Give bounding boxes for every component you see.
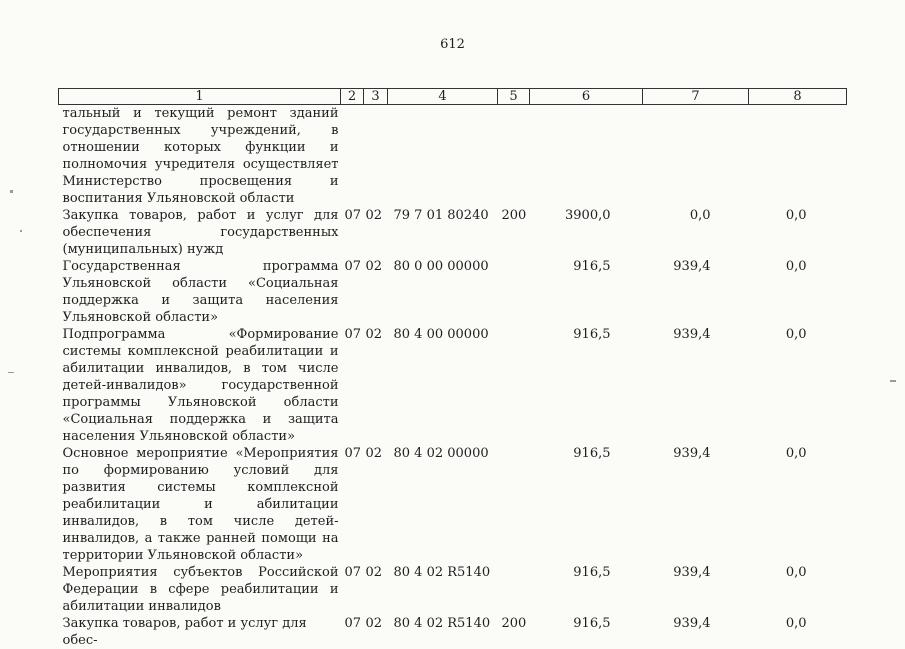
row-subsection: 02 [364,615,388,649]
header-col-4: 4 [388,89,498,105]
row-target-article: 80 4 02 00000 [388,445,498,564]
table-row [59,326,847,445]
row-name: Мероприятия субъектов Российской Федерации в сфере реабилитации и абилитации инвалидов [59,564,341,615]
table-row [59,105,847,208]
row-value-3: 0,0 [749,564,847,615]
row-value-3: 0,0 [749,207,847,258]
row-section: 07 [341,564,364,615]
row-target-article: 80 0 00 00000 [388,258,498,326]
row-expense-type: 200 [498,207,530,258]
row-value-2: 939,4 [643,564,749,615]
header-col-8: 8 [749,89,847,105]
row-value-2 [643,105,749,208]
row-section [341,105,364,208]
row-value-3: 0,0 [749,258,847,326]
row-name: Закупка товаров, работ и услуг для обеспечения государственных (муниципальных) нужд [59,207,341,258]
row-value-1: 916,5 [530,326,643,445]
scan-mark [20,230,22,232]
row-value-3: 0,0 [749,615,847,649]
row-value-3: 0,0 [749,445,847,564]
header-col-6: 6 [530,89,643,105]
row-value-1: 916,5 [530,258,643,326]
row-subsection: 02 [364,258,388,326]
row-section: 07 [341,326,364,445]
row-name: Основное мероприятие «Мероприятия по формированию условий для развития системы комплексной реабилитации и абилитации инвалидов, в том числе детей-инвалидов, а также ранней помощи на территории Ульяновской области» [59,445,341,564]
header-row [59,89,847,105]
row-subsection: 02 [364,564,388,615]
row-subsection: 02 [364,445,388,564]
table-row [59,564,847,615]
row-value-1 [530,105,643,208]
table-row [59,615,847,649]
header-col-7: 7 [643,89,749,105]
budget-table [58,88,847,649]
row-value-2: 0,0 [643,207,749,258]
row-name: Государственная программа Ульяновской области «Социальная поддержка и защита населения Ульяновской области» [59,258,341,326]
table-row [59,445,847,564]
row-section: 07 [341,615,364,649]
row-name: Подпрограмма «Формирование системы комплексной реабилитации и абилитации инвалидов, в том числе детей-инвалидов» государственной программы Ульяновской области «Социальная поддержка и защита населения Ульяновской области» [59,326,341,445]
row-section: 07 [341,258,364,326]
header-col-2: 2 [341,89,364,105]
row-name: тальный и текущий ремонт зданий государственных учреждений, в отношении которых функции и полномочия учредителя осуществляет Министерство просвещения и воспитания Ульяновской области [59,105,341,208]
row-subsection: 02 [364,207,388,258]
row-target-article: 79 7 01 80240 [388,207,498,258]
table-row [59,207,847,258]
table-row [59,258,847,326]
header-col-1: 1 [59,89,341,105]
page-number: 612 [0,37,905,52]
row-name: Закупка товаров, работ и услуг для обес- [59,615,341,649]
header-col-5: 5 [498,89,530,105]
row-expense-type [498,258,530,326]
scan-mark [890,380,896,382]
row-expense-type [498,326,530,445]
row-value-3: 0,0 [749,326,847,445]
row-section: 07 [341,445,364,564]
table-header [59,89,847,105]
row-target-article [388,105,498,208]
row-expense-type [498,105,530,208]
row-value-1: 916,5 [530,445,643,564]
row-value-3 [749,105,847,208]
row-expense-type: 200 [498,615,530,649]
row-value-2: 939,4 [643,615,749,649]
row-expense-type [498,564,530,615]
row-subsection: 02 [364,326,388,445]
row-section: 07 [341,207,364,258]
row-value-1: 3900,0 [530,207,643,258]
row-value-1: 916,5 [530,615,643,649]
header-col-3: 3 [364,89,388,105]
scan-mark [10,190,13,193]
row-subsection [364,105,388,208]
row-target-article: 80 4 02 R5140 [388,564,498,615]
scan-mark [8,372,14,373]
row-target-article: 80 4 00 00000 [388,326,498,445]
row-value-1: 916,5 [530,564,643,615]
row-target-article: 80 4 02 R5140 [388,615,498,649]
row-value-2: 939,4 [643,445,749,564]
row-value-2: 939,4 [643,258,749,326]
table-body [59,105,847,649]
row-value-2: 939,4 [643,326,749,445]
row-expense-type [498,445,530,564]
